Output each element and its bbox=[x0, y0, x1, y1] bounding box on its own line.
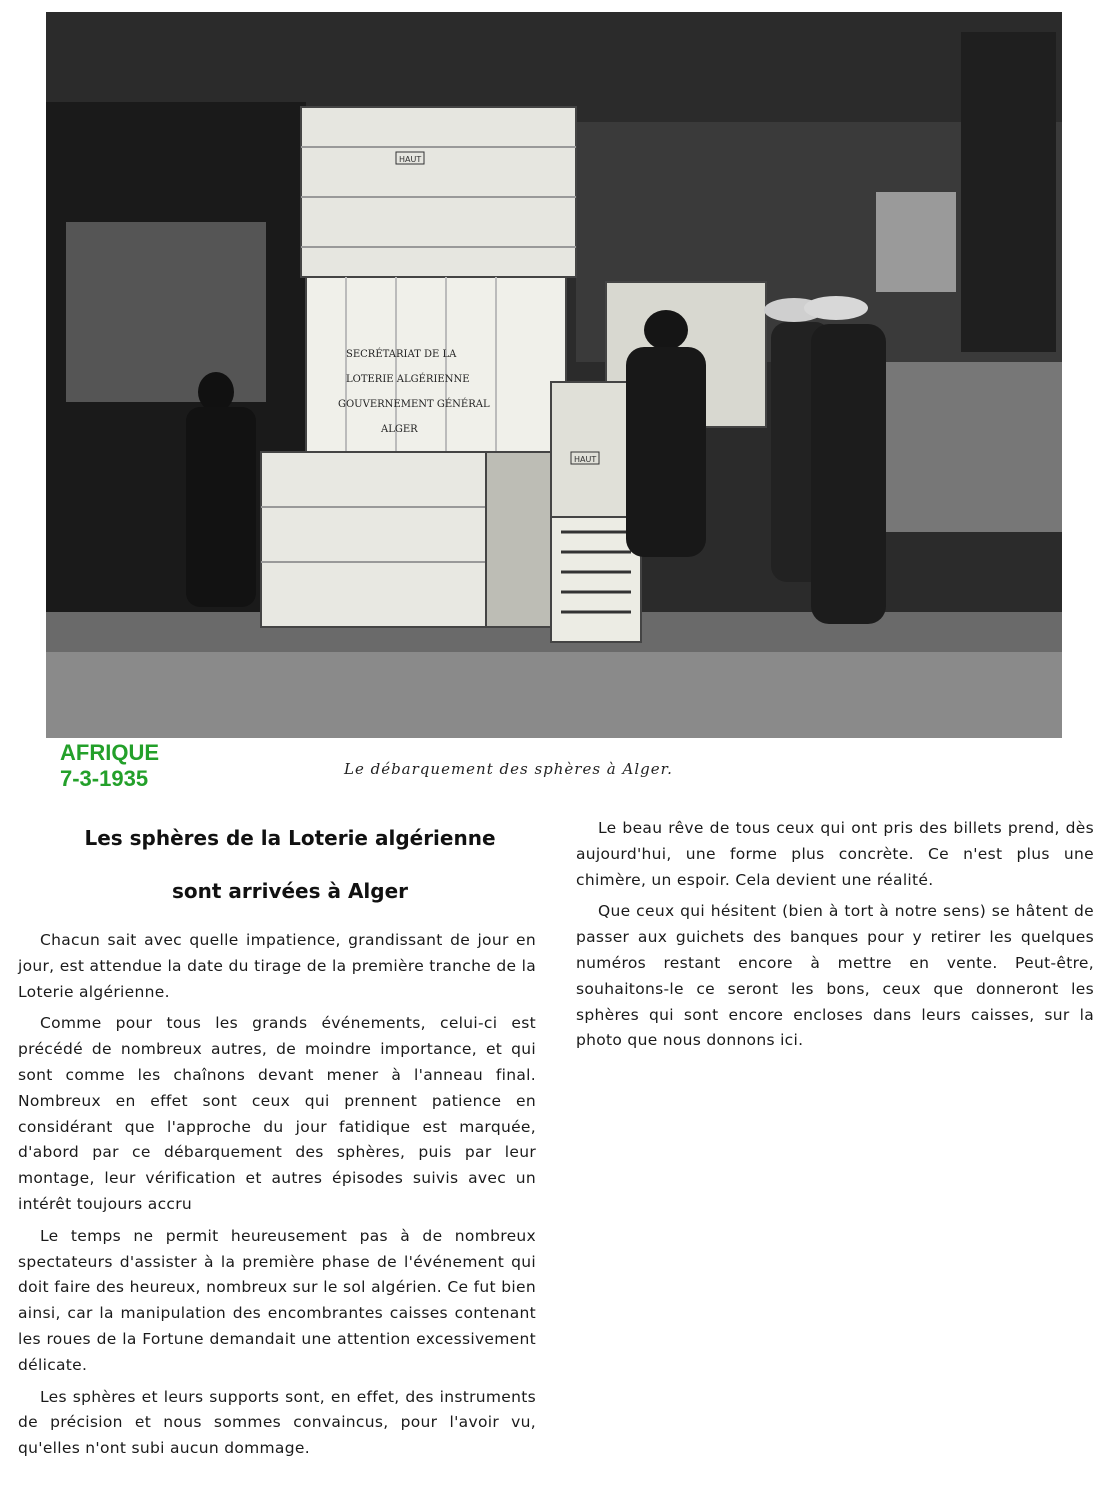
photo-caption: Le débarquement des sphères à Alger. bbox=[344, 760, 673, 778]
crate-label-loterie: LOTERIE ALGÉRIENNE bbox=[346, 374, 470, 385]
source-date: 7-3-1935 bbox=[60, 766, 149, 791]
source-name: AFRIQUE bbox=[60, 740, 159, 765]
headline-line-2: sont arrivées à Alger bbox=[171, 879, 409, 903]
crate-label-alger: ALGER bbox=[381, 424, 418, 435]
crate-label-haut-top: HAUT bbox=[399, 155, 422, 164]
paragraph: Chacun sait avec quelle impatience, grandissant de jour en jour, est attendue la date du tirage de la première tranche de la Loterie algérienne. bbox=[18, 931, 536, 1001]
article-headline bbox=[30, 812, 550, 918]
paragraph: Que ceux qui hésitent (bien à tort à notre sens) se hâtent de passer aux guichets des banques pour y retirer les quelques numéros restant encore à mettre en vente. Peut-être, souhaitons-le ce seront les bons, ceux que donneront les sphères qui sont encore encloses dans leurs caisses, sur la photo que nous donnons ici. bbox=[576, 902, 1094, 1050]
paragraph: Comme pour tous les grands événements, celui-ci est précédé de nombreux autres, de moindre importance, et qui sont comme les chaînons devant mener à l'anneau final. Nombreux en effet sont ceux qui prennent patience en considérant que l'approche du jour fatidique est marquée, d'abord par ce débarquement des sphères, puis par leur montage, leur vérification et autres épisodes suivis avec un intérêt toujours accru bbox=[18, 1014, 536, 1213]
news-photo bbox=[46, 12, 1062, 738]
article-column-right bbox=[576, 816, 1094, 1060]
photo-illustration bbox=[46, 12, 1062, 738]
paragraph: Les sphères et leurs supports sont, en effet, des instruments de précision et nous sommes convaincus, pour l'avoir vu, qu'elles n'ont subi aucun dommage. bbox=[18, 1387, 536, 1458]
crate-label-haut-side: HAUT bbox=[574, 455, 597, 464]
article-column-left bbox=[18, 928, 536, 1468]
crate-label-gouvernement: GOUVERNEMENT GÉNÉRAL bbox=[338, 399, 490, 410]
headline-line-1: Les sphères de la Loterie algérienne bbox=[84, 826, 496, 850]
crate-label-secretariat: SECRÉTARIAT DE LA bbox=[346, 349, 457, 360]
source-stamp bbox=[60, 740, 159, 792]
paragraph: Le beau rêve de tous ceux qui ont pris des billets prend, dès aujourd'hui, une forme plus concrète. Ce n'est plus une chimère, un espoir. Cela devient une réalité. bbox=[576, 819, 1094, 889]
paragraph: Le temps ne permit heureusement pas à de nombreux spectateurs d'assister à la première phase de l'événement qui doit faire des heureux, nombreux sur le sol algérien. Ce fut bien ainsi, car la manipulation des encombrantes caisses contenant les roues de la Fortune demandait une attention excessivement délicate. bbox=[18, 1226, 536, 1374]
